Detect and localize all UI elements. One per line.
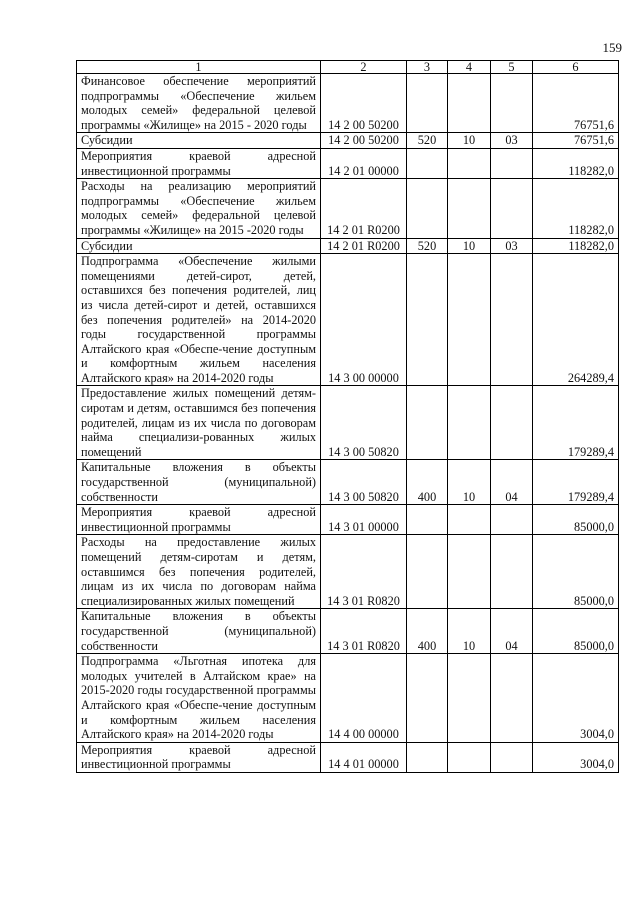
row-code: 14 2 00 50200 xyxy=(321,133,407,149)
row-col5 xyxy=(491,742,533,772)
row-amount: 118282,0 xyxy=(533,238,619,254)
row-name: Капитальные вложения в объекты государственной (муниципальной) собственности xyxy=(77,609,321,654)
row-amount: 3004,0 xyxy=(533,654,619,743)
row-col3: 400 xyxy=(407,460,448,505)
row-code: 14 3 01 00000 xyxy=(321,505,407,535)
row-col3: 520 xyxy=(407,238,448,254)
table-header-row xyxy=(77,61,619,74)
row-col3 xyxy=(407,386,448,460)
row-col3 xyxy=(407,505,448,535)
row-col5 xyxy=(491,148,533,178)
table-row xyxy=(77,133,619,149)
column-header: 4 xyxy=(448,61,491,74)
row-name: Субсидии xyxy=(77,238,321,254)
row-code: 14 3 00 00000 xyxy=(321,254,407,386)
page-number: 159 xyxy=(602,40,622,55)
row-col4 xyxy=(448,254,491,386)
row-name: Капитальные вложения в объекты государственной (муниципальной) собственности xyxy=(77,460,321,505)
row-code: 14 4 01 00000 xyxy=(321,742,407,772)
row-code: 14 3 00 50820 xyxy=(321,460,407,505)
row-col5: 03 xyxy=(491,238,533,254)
row-code: 14 2 01 00000 xyxy=(321,148,407,178)
table-row xyxy=(77,179,619,238)
row-amount: 85000,0 xyxy=(533,609,619,654)
row-name: Субсидии xyxy=(77,133,321,149)
column-header: 2 xyxy=(321,61,407,74)
row-col5 xyxy=(491,505,533,535)
row-col3 xyxy=(407,654,448,743)
column-header: 6 xyxy=(533,61,619,74)
table-row xyxy=(77,535,619,609)
table-row xyxy=(77,609,619,654)
row-name: Финансовое обеспечение мероприятий подпрограммы «Обеспечение жильем молодых семей» федеральной целевой программы «Жилище» на 2015 - 2020 годы xyxy=(77,74,321,133)
row-col5 xyxy=(491,74,533,133)
table-row xyxy=(77,254,619,386)
row-amount: 85000,0 xyxy=(533,505,619,535)
row-col4: 10 xyxy=(448,460,491,505)
row-col3 xyxy=(407,179,448,238)
row-amount: 179289,4 xyxy=(533,386,619,460)
row-name: Мероприятия краевой адресной инвестиционной программы xyxy=(77,148,321,178)
row-amount: 264289,4 xyxy=(533,254,619,386)
row-col4 xyxy=(448,742,491,772)
row-col3: 520 xyxy=(407,133,448,149)
row-code: 14 3 01 R0820 xyxy=(321,609,407,654)
table-row xyxy=(77,148,619,178)
column-header: 5 xyxy=(491,61,533,74)
row-amount: 118282,0 xyxy=(533,179,619,238)
row-col4 xyxy=(448,148,491,178)
row-col3 xyxy=(407,742,448,772)
row-code: 14 3 00 50820 xyxy=(321,386,407,460)
row-col4 xyxy=(448,505,491,535)
table-row xyxy=(77,505,619,535)
row-name: Подпрограмма «Обеспечение жилыми помещениями детей-сирот, детей, оставшихся без попечения родителей, лиц из числа детей-сирот и детей, оставшихся без попечения родителей» на 2014-2020 годы государственной программы Алтайского края «Обеспе-чение доступным и комфортным жильем населения Алтайского края» на 2014-2020 годы xyxy=(77,254,321,386)
row-col4 xyxy=(448,535,491,609)
row-amount: 76751,6 xyxy=(533,133,619,149)
row-col3 xyxy=(407,254,448,386)
column-header: 3 xyxy=(407,61,448,74)
table-row xyxy=(77,238,619,254)
table-row xyxy=(77,460,619,505)
table-row xyxy=(77,74,619,133)
row-amount: 179289,4 xyxy=(533,460,619,505)
row-col3 xyxy=(407,74,448,133)
row-col5 xyxy=(491,654,533,743)
row-code: 14 4 00 00000 xyxy=(321,654,407,743)
column-header: 1 xyxy=(77,61,321,74)
row-col3 xyxy=(407,535,448,609)
row-col3 xyxy=(407,148,448,178)
row-code: 14 2 00 50200 xyxy=(321,74,407,133)
table-row xyxy=(77,386,619,460)
row-name: Мероприятия краевой адресной инвестиционной программы xyxy=(77,505,321,535)
row-col4: 10 xyxy=(448,133,491,149)
row-col4 xyxy=(448,74,491,133)
row-name: Подпрограмма «Льготная ипотека для молодых учителей в Алтайском крае» на 2015-2020 годы государственной программы Алтайского края «Обеспе-чение доступным и комфортным жильем населения Алтайского края» на 2014-2020 годы xyxy=(77,654,321,743)
row-name: Мероприятия краевой адресной инвестиционной программы xyxy=(77,742,321,772)
row-name: Предоставление жилых помещений детям-сиротам и детям, оставшимся без попечения родителей, лицам из их числа по договорам найма специализи-рованных жилых помещений xyxy=(77,386,321,460)
row-code: 14 2 01 R0200 xyxy=(321,179,407,238)
row-amount: 85000,0 xyxy=(533,535,619,609)
row-name: Расходы на предоставление жилых помещений детям-сиротам и детям, оставшимся без попечения родителей, лицам из их числа по договорам найма специализированных жилых помещений xyxy=(77,535,321,609)
row-col4: 10 xyxy=(448,238,491,254)
row-col5: 04 xyxy=(491,609,533,654)
row-col4: 10 xyxy=(448,609,491,654)
row-col5 xyxy=(491,254,533,386)
row-col5: 04 xyxy=(491,460,533,505)
row-col5 xyxy=(491,535,533,609)
table-row xyxy=(77,654,619,743)
row-col4 xyxy=(448,179,491,238)
row-col5 xyxy=(491,386,533,460)
row-amount: 3004,0 xyxy=(533,742,619,772)
row-col3: 400 xyxy=(407,609,448,654)
row-col4 xyxy=(448,386,491,460)
row-col5 xyxy=(491,179,533,238)
row-name: Расходы на реализацию мероприятий подпрограммы «Обеспечение жильем молодых семей» федеральной целевой программы «Жилище» на 2015 -2020 годы xyxy=(77,179,321,238)
row-col5: 03 xyxy=(491,133,533,149)
budget-table xyxy=(76,60,619,773)
row-col4 xyxy=(448,654,491,743)
row-amount: 118282,0 xyxy=(533,148,619,178)
row-code: 14 2 01 R0200 xyxy=(321,238,407,254)
table-row xyxy=(77,742,619,772)
row-amount: 76751,6 xyxy=(533,74,619,133)
row-code: 14 3 01 R0820 xyxy=(321,535,407,609)
